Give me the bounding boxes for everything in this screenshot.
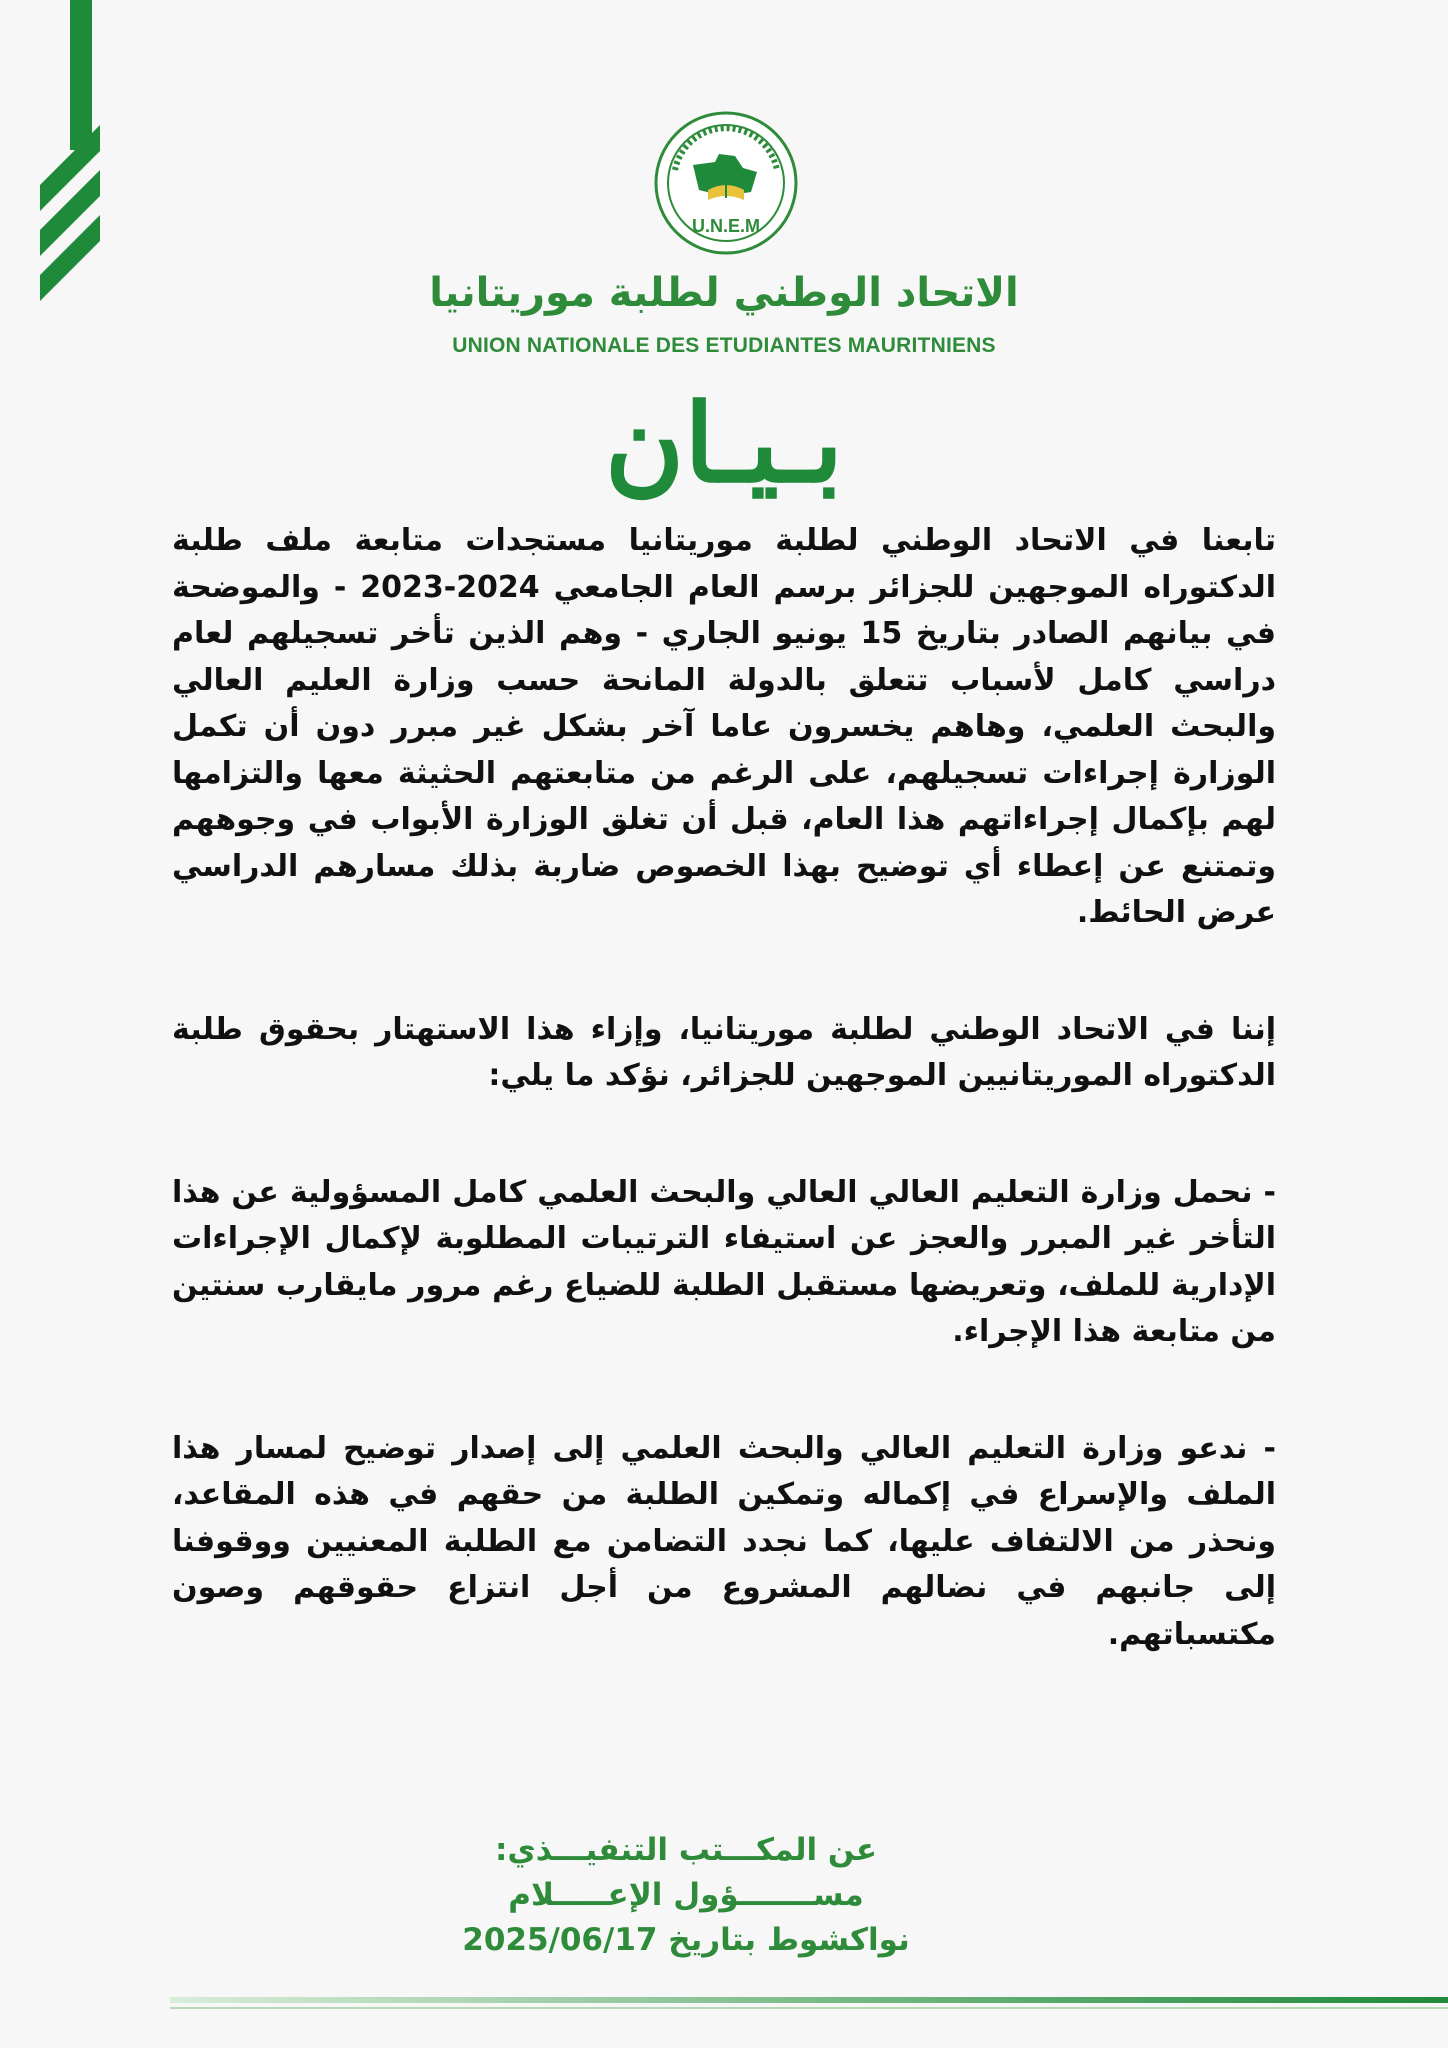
footer-rule bbox=[170, 2007, 1448, 2009]
org-name-arabic: الاتحاد الوطني لطلبة موريتانيا bbox=[429, 270, 1019, 316]
paragraph: إننا في الاتحاد الوطني لطلبة موريتانيا، وإزاء هذا الاستهتار بحقوق طلبة الدكتوراه الموريتانيين الموجهين للجزائر، نؤكد ما يلي: bbox=[172, 1011, 1276, 1093]
statement-body bbox=[172, 518, 1276, 1658]
unem-logo bbox=[653, 110, 799, 256]
logo-acronym: U.N.E.M bbox=[691, 216, 761, 236]
decorative-stripe bbox=[70, 0, 92, 150]
paragraph: تابعنا في الاتحاد الوطني لطلبة موريتانيا مستجدات متابعة ملف طلبة الدكتوراه الموجهين للجزائر برسم العام الجامعي 2024-2023 - والموضحة في بيانهم الصادر بتاريخ 15 يونيو الجاري - وهم الذين تأخر تسجيلهم لعام دراسي كامل لأسباب تتعلق بالدولة المانحة حسب وزارة العليم العالي والبحث العلمي، وهاهم يخسرون عاما آخر بشكل غير مبرر دون أن تكمل الوزارة إجراءات تسجيلهم، على الرغم من متابعتهم الحثيثة معها والتزامها لهم بإكمال إجراءاتهم هذا العام، قبل أن تغلق الوزارة الأبواب في وجوههم وتمتنع عن إعطاء أي توضيح بهذا الخصوص ضاربة بذلك مسارهم الدراسي عرض الحائط. bbox=[172, 523, 1276, 930]
footer-rule bbox=[170, 1997, 1448, 2003]
org-name-french: UNION NATIONALE DES ETUDIANTES MAURITNIENS bbox=[452, 334, 996, 357]
signature-role: مســـــــؤول الإعـــــلام bbox=[508, 1877, 864, 1913]
signature-block bbox=[406, 1828, 966, 1963]
document-title: بـيـان bbox=[604, 381, 844, 507]
signature-office: عن المكـــتب التنفيـــذي: bbox=[494, 1832, 878, 1868]
paragraph: - نحمل وزارة التعليم العالي العالي والبحث العلمي كامل المسؤولية عن هذا التأخر غير المبرر والعجز عن استيفاء الترتيبات المطلوبة لإكمال الإجراءات الإدارية للملف، وتعريضها مستقبل الطلبة للضياع رغم مرور مايقارب سنتين من متابعة هذا الإجراء. bbox=[172, 1174, 1276, 1349]
paragraph: - ندعو وزارة التعليم العالي والبحث العلمي إلى إصدار توضيح لمسار هذا الملف والإسراع في إكماله وتمكين الطلبة من حقهم في هذه المقاعد، ونحذر من الالتفاف عليها، كما نجدد التضامن مع الطلبة المعنيين ووقوفنا إلى جانبهم في نضالهم المشروع من أجل انتزاع حقوقهم وصون مكتسباتهم. bbox=[172, 1430, 1276, 1652]
signature-place-date: نواكشوط بتاريخ 2025/06/17 bbox=[462, 1922, 910, 1958]
